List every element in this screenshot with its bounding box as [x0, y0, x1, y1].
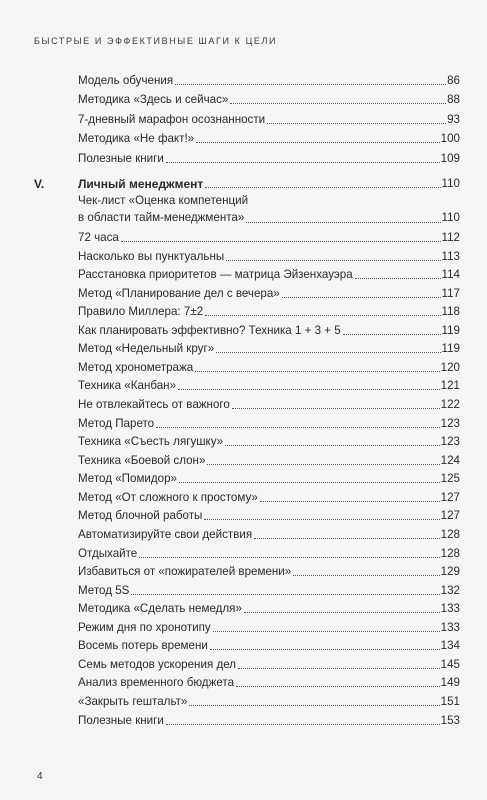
dot-leader: [343, 334, 441, 335]
checklist-page: 110: [441, 211, 460, 224]
toc-entry-page: 117: [441, 286, 460, 300]
toc-entry-title: Насколько вы пунктуальны: [78, 249, 225, 263]
toc-entry-page: 129: [440, 565, 460, 579]
toc-entry-page: 151: [440, 695, 460, 708]
checklist-line-2: в области тайм-менеджмента»: [78, 211, 245, 224]
dot-leader: [131, 594, 439, 595]
toc-entry-title: Расстановка приоритетов — матрица Эйзенхауэра: [78, 268, 353, 282]
toc-entry: [78, 89, 460, 107]
dot-leader: [166, 724, 440, 725]
toc-entry: [78, 109, 460, 127]
section-number: V.: [34, 177, 45, 191]
toc-entry-page: 134: [440, 639, 460, 653]
dot-leader: [213, 631, 440, 632]
dot-leader: [178, 389, 440, 390]
dot-leader: [267, 123, 446, 124]
toc-entry: [78, 468, 460, 486]
toc-entry-page: 93: [447, 112, 460, 126]
toc-entry: [78, 320, 460, 338]
dot-leader: [244, 612, 440, 613]
dot-leader: [238, 668, 440, 669]
toc-entry-title: Анализ временного бюджета: [78, 676, 235, 690]
toc-entry: [78, 487, 460, 505]
toc-entry: [78, 301, 460, 319]
toc-entry: [78, 580, 460, 598]
toc-entry-title: Методика «Не факт!»: [78, 132, 195, 146]
toc-entry-title: Методика «Сделать немедля»: [78, 602, 242, 616]
toc-entry-title: Техника «Съесть лягушку»: [78, 435, 224, 449]
toc-entry-page: 122: [440, 398, 460, 412]
toc-entry-page: 127: [440, 509, 460, 523]
toc-entry: [78, 70, 460, 88]
dot-leader: [254, 538, 440, 539]
toc-entry-title: Автоматизируйте свои действия: [78, 527, 253, 541]
toc-entry: [78, 672, 460, 690]
toc-entry: [78, 148, 460, 166]
toc-entry-page: 145: [440, 657, 460, 671]
toc-entry-page: 127: [440, 490, 460, 504]
dot-leader: [260, 501, 440, 502]
toc-entry-page: 128: [440, 546, 460, 560]
dot-leader: [246, 222, 440, 223]
toc-entry-page: 123: [440, 435, 460, 449]
toc-entry-page: 124: [440, 453, 460, 467]
toc-entry: [78, 431, 460, 449]
toc-entry-page: 113: [441, 249, 460, 263]
toc-entry: [78, 710, 460, 728]
toc-entry-page: 112: [441, 231, 460, 244]
toc-entry: [78, 617, 460, 635]
toc-entry-title: Правило Миллера: 7±2: [78, 305, 204, 319]
toc-entry-title: Метод «Недельный круг»: [78, 342, 215, 356]
dot-leader: [179, 482, 440, 483]
toc-entry: [78, 246, 460, 264]
toc-entry-title: Восемь потерь времени: [78, 639, 208, 653]
dot-leader: [225, 445, 440, 446]
toc-entry-title: Метод «От сложного к простому»: [78, 490, 258, 504]
toc-entry-page: 133: [440, 620, 460, 634]
toc-entry-title: Техника «Канбан»: [78, 379, 177, 393]
toc-entry-title: Модель обучения: [78, 74, 174, 87]
dot-leader: [355, 278, 441, 279]
toc-entry-title: Отдыхайте: [78, 546, 138, 560]
toc-entry: [78, 524, 460, 542]
toc-entry: [78, 375, 460, 393]
dot-leader: [189, 705, 439, 706]
toc-entry-title: Метод «Планирование дел с вечера»: [78, 286, 280, 300]
toc-entry: [78, 338, 460, 356]
dot-leader: [121, 241, 441, 242]
toc-entry-page: 100: [440, 132, 460, 146]
toc-entry-title: Полезные книги: [78, 151, 164, 165]
toc-entry-title: Метод блочной работы: [78, 509, 203, 523]
toc-entry-checklist: [78, 192, 460, 226]
toc-entry-page: 86: [447, 74, 460, 87]
toc-entry-title: Полезные книги: [78, 713, 164, 727]
toc-entry-title: Режим дня по хронотипу: [78, 620, 211, 634]
section-page: 110: [441, 177, 460, 190]
dot-leader: [196, 142, 440, 143]
page-number: 4: [37, 771, 43, 782]
running-head: БЫСТРЫЕ И ЭФФЕКТИВНЫЕ ШАГИ К ЦЕЛИ: [34, 36, 278, 46]
dot-leader: [207, 464, 439, 465]
toc-entry-page: 120: [440, 360, 460, 374]
toc-entry-page: 149: [440, 676, 460, 690]
toc-entry: [78, 654, 460, 672]
dot-leader: [232, 408, 440, 409]
dot-leader: [166, 162, 440, 163]
toc-entry-page: 153: [440, 713, 460, 727]
toc-entry: [78, 450, 460, 468]
dot-leader: [216, 352, 440, 353]
dot-leader: [175, 84, 446, 85]
toc-entry: [78, 413, 460, 431]
toc-entry-page: 125: [440, 472, 460, 486]
toc-entry-page: 123: [440, 416, 460, 430]
toc-entry: [78, 635, 460, 653]
toc-entry-title: 72 часа: [78, 231, 119, 244]
toc-entry-title: Техника «Боевой слон»: [78, 453, 206, 467]
dot-leader: [210, 649, 440, 650]
toc-entry-page: 119: [441, 342, 460, 356]
dot-leader: [205, 187, 440, 188]
toc-entry-page: 119: [441, 323, 460, 337]
dot-leader: [156, 427, 440, 428]
toc-entry-title: Методика «Здесь и сейчас»: [78, 93, 229, 107]
toc-entry-title: Метод «Помидор»: [78, 472, 177, 486]
dot-leader: [226, 260, 440, 261]
toc-entry: [78, 357, 460, 375]
toc-entry: [78, 598, 460, 616]
section-heading: [78, 173, 460, 191]
toc-entry-page: 109: [440, 151, 460, 165]
toc-entry: [78, 543, 460, 561]
toc-entry: [78, 691, 460, 709]
toc-entry-title: Как планировать эффективно? Техника 1 + 3 + 5: [78, 323, 341, 337]
toc-entry: [78, 227, 460, 245]
toc-entry-page: 118: [441, 305, 460, 319]
toc-entry-page: 132: [440, 583, 460, 597]
toc-entry: [78, 561, 460, 579]
toc-entry-page: 114: [441, 268, 460, 282]
toc-entry: [78, 128, 460, 146]
dot-leader: [236, 686, 440, 687]
dot-leader: [205, 315, 440, 316]
dot-leader: [282, 297, 441, 298]
toc-entry: [78, 283, 460, 301]
dot-leader: [139, 557, 439, 558]
toc-entry-title: 7-дневный марафон осознанности: [78, 112, 266, 126]
dot-leader: [195, 371, 439, 372]
toc-entry-title: Избавиться от «пожирателей времени»: [78, 565, 292, 579]
toc-entry-title: Не отвлекайтесь от важного: [78, 398, 230, 412]
dot-leader: [293, 575, 439, 576]
toc-entry-title: Метод 5S: [78, 583, 130, 597]
toc-entry-page: 88: [447, 93, 460, 107]
toc-entry-title: Метод Парето: [78, 416, 155, 430]
toc-entry-page: 128: [440, 527, 460, 541]
toc-entry: [78, 394, 460, 412]
toc-entry-page: 121: [440, 379, 460, 393]
toc-entry-title: «Закрыть гештальт»: [78, 695, 188, 708]
toc-entry-page: 133: [440, 602, 460, 616]
checklist-line-1: Чек-лист «Оценка компетенций: [78, 194, 249, 207]
dot-leader: [230, 103, 446, 104]
toc-entry-title: Метод хронометража: [78, 360, 194, 374]
toc-entry: [78, 505, 460, 523]
toc-entry: [78, 264, 460, 282]
toc-entry-title: Семь методов ускорения дел: [78, 657, 237, 671]
section-title: Личный менеджмент: [78, 177, 204, 191]
dot-leader: [204, 519, 439, 520]
